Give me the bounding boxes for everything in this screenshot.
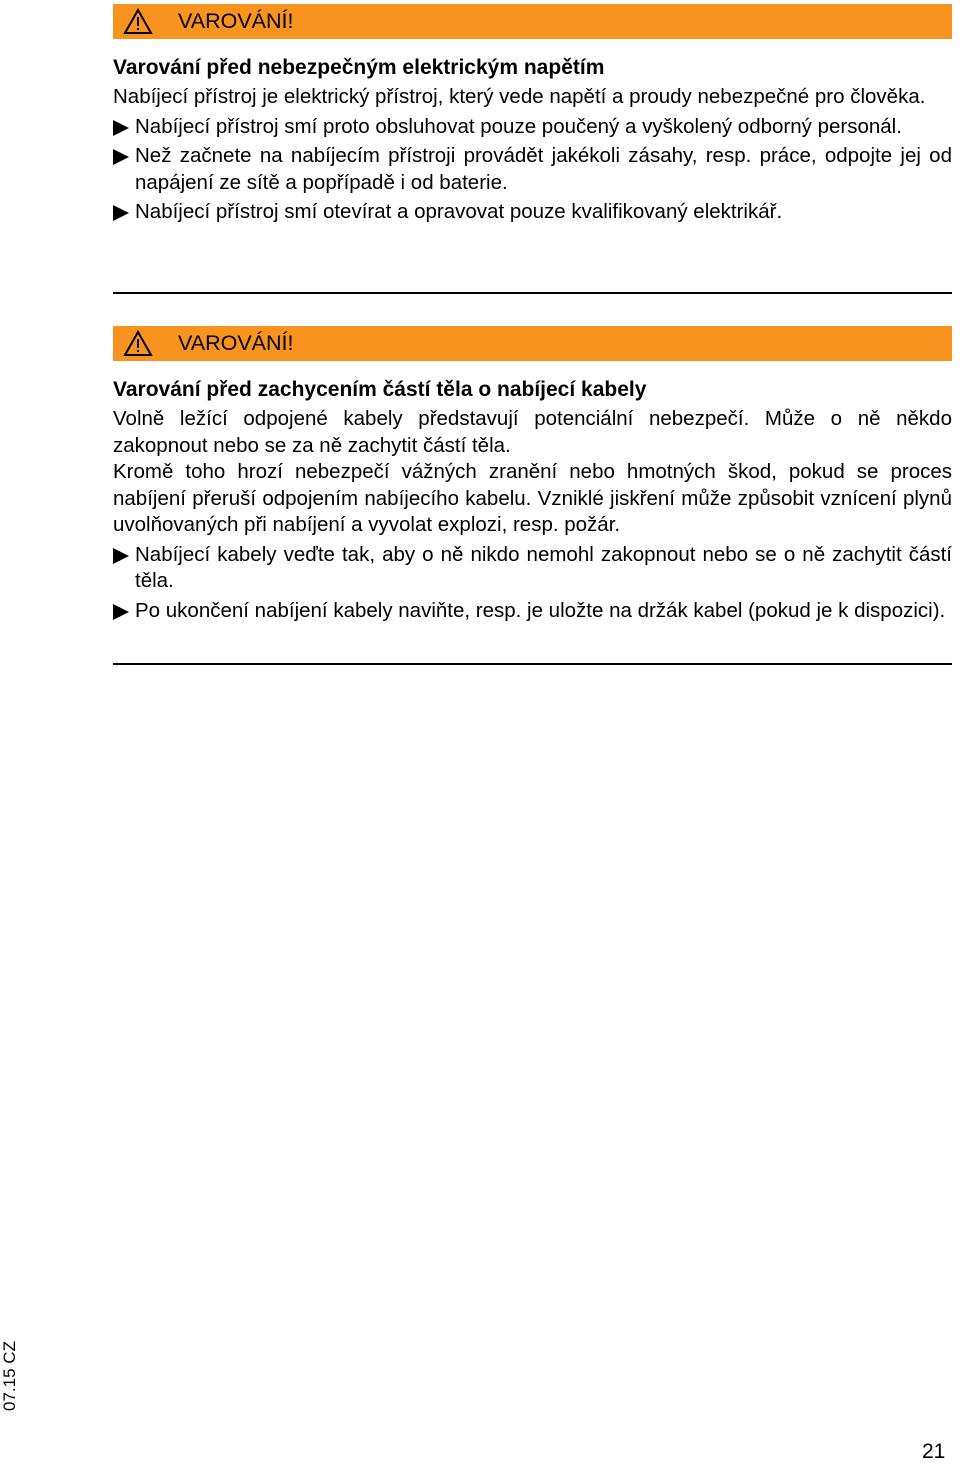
warning-header-bar [113,4,952,39]
triangle-bullet-icon [113,548,129,564]
warning-header-bar [113,326,952,361]
warning-block-cables [113,326,952,624]
warning-step [113,598,952,625]
divider-rule [113,292,952,294]
warning-step [113,542,952,595]
warning-step [113,114,952,141]
step-text: Po ukončení nabíjení kabely naviňte, resp. je uložte na držák kabel (pokud je k dispozici). [135,598,946,622]
date-code-text: 07.15 CZ [0,1341,19,1411]
warning-title: Varování před nebezpečným elektrickým napětím [113,56,605,79]
step-text: Nabíjecí přístroj smí otevírat a opravovat pouze kvalifikovaný elektrikář. [135,200,783,223]
date-code [0,1336,20,1416]
step-text: Nabíjecí přístroj smí proto obsluhovat pouze poučený a vyškolený odborný personál. [135,114,902,138]
triangle-bullet-icon [113,205,129,221]
step-text: Než začnete na nabíjecím přístroji provádět jakékoli zásahy, resp. práce, odpojte jej od napájení ze sítě a popřípadě i od baterie. [135,144,952,194]
warning-triangle-icon [123,330,153,357]
triangle-bullet-icon [113,149,129,165]
warning-paragraph: Kromě toho hrozí nebezpečí vážných zranění nebo hmotných škod, pokud se proces nabíjení přeruší odpojením nabíjecího kabelu. Vzniklé jiskření může způsobit vznícení plynů uvolňovaných při nabíjení a vyvolat explozi, resp. požár. [113,460,952,536]
warning-step [113,199,952,226]
triangle-bullet-icon [113,120,129,136]
warning-step [113,143,952,196]
page-number: 21 [922,1440,946,1463]
warning-paragraph: Nabíjecí přístroj je elektrický přístroj, který vede napětí a proudy nebezpečné pro člověka. [113,85,926,108]
warning-triangle-icon [123,8,153,35]
triangle-bullet-icon [113,604,129,620]
warning-label: VAROVÁNÍ! [178,331,294,355]
step-text: Nabíjecí kabely veďte tak, aby o ně nikdo nemohl zakopnout nebo se o ně zachytit částí těla. [135,542,952,592]
warning-title: Varování před zachycením částí těla o nabíjecí kabely [113,378,647,401]
warning-block-electric [113,4,952,226]
warning-paragraph: Volně ležící odpojené kabely představují potenciální nebezpečí. Může o ně někdo zakopnout nebo se za ně zachytit částí těla. [113,407,952,457]
divider-rule [113,663,952,665]
warning-label: VAROVÁNÍ! [178,9,294,33]
